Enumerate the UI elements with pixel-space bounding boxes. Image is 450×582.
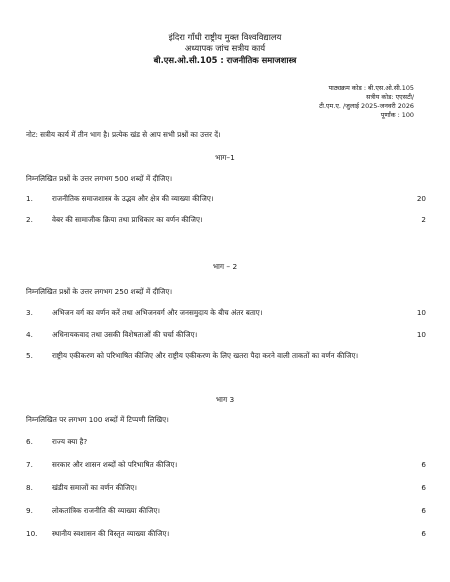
question-number: 4.	[26, 330, 33, 339]
section-title: भाग–1	[215, 153, 235, 162]
assignment-title: अध्यापक जांच सत्रीय कार्य	[184, 43, 266, 53]
total-marks: पूर्णांक : 100	[380, 111, 414, 119]
question-marks: 6	[421, 529, 426, 538]
question-text: खंडीय समाजों का वर्णन कीजिए।	[52, 483, 137, 492]
question-text: स्थानीय स्वशासन की विस्तृत व्याख्या कीजिए।	[52, 529, 170, 538]
question-text: राष्ट्रीय एकीकरण को परिभाषित कीजिए और राष्ट्रीय एकीकरण के लिए खतरा पैदा करने वाली ताकतों का वर्णन कीजिए।	[52, 351, 359, 360]
question-text: राज्य क्या है?	[52, 437, 88, 446]
question-number: 2.	[26, 215, 33, 224]
section-instruction: निम्नलिखित पर लगभग 100 शब्दों में टिप्पणी लिखिए।	[26, 415, 169, 424]
session: टी.एम.ए. /जुलाई 2025-जनवरी 2026	[319, 102, 414, 110]
note: नोट: सत्रीय कार्य में तीन भाग है। प्रत्येक खंड से आप सभी प्रश्नों का उत्तर दें।	[26, 130, 221, 139]
question-marks: 6	[421, 483, 426, 492]
question-number: 6.	[26, 437, 33, 446]
question-text: वेबर की सामाजीक क्रिया तथा प्राधिकार का वर्णन कीजिए।	[52, 215, 203, 224]
section-instruction: निम्नलिखित प्रश्नों के उत्तर लगभग 250 शब्दों में दीजिए।	[26, 287, 173, 296]
question-text: अभिजन वर्ग का वर्णन करें तथा अभिजनवर्ग और जनसमुदाय के बीच अंतर बताए।	[52, 308, 263, 317]
question-text: सरकार और शासन शब्दों को परिभाषित कीजिए।	[52, 460, 178, 469]
question-number: 3.	[26, 308, 33, 317]
question-marks: 10	[416, 330, 426, 339]
question-marks: 6	[421, 460, 426, 469]
question-number: 1.	[26, 194, 33, 203]
question-marks: 6	[421, 506, 426, 515]
question-text: राजनीतिक समाजशास्त्र के उद्भव और क्षेत्र की व्याख्या कीजिए।	[52, 194, 214, 203]
question-marks: 10	[416, 308, 426, 317]
section-instruction: निम्नलिखित प्रश्नों के उत्तर लगभग 500 शब्दों में दीजिए।	[26, 174, 173, 183]
course-title: बी.एस.ओ.सी.105 : राजनीतिक समाजशास्त्र	[153, 55, 297, 65]
assignment-code: सत्रीय कोड: एएसटी/	[366, 93, 414, 101]
question-number: 5.	[26, 351, 33, 360]
university-name: इंदिरा गाँधी राष्ट्रीय मुक्त विश्वविद्यालय	[168, 32, 282, 42]
question-text: अधिनायकवाद तथा उसकी विशेषताओं की चर्चा कीजिए।	[52, 330, 198, 339]
question-number: 9.	[26, 506, 33, 515]
question-number: 8.	[26, 483, 33, 492]
course-code: पाठ्यक्रम कोड : बी.एस.ओ.सी.105	[328, 84, 414, 92]
question-text: लोकतांत्रिक राजनीति की व्याख्या कीजिए।	[52, 506, 161, 515]
section-title: भाग 3	[215, 395, 235, 404]
question-number: 7.	[26, 460, 33, 469]
question-marks: 20	[416, 194, 426, 203]
question-number: 10.	[26, 529, 38, 538]
section-title: भाग – 2	[212, 262, 238, 271]
question-marks: 2	[421, 215, 426, 224]
